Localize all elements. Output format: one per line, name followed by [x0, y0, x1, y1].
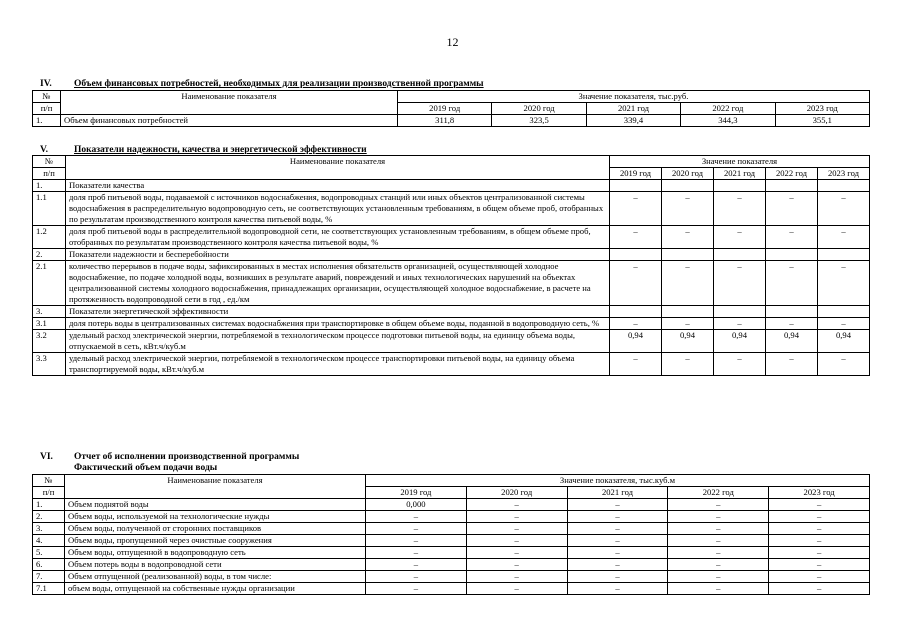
header-year: 2023 год [769, 487, 870, 499]
value-cell: – [466, 499, 567, 511]
value-cell: – [818, 318, 870, 330]
section-5-title: Показатели надежности, качества и энергетической эффективности [74, 145, 367, 155]
table-group-row [33, 249, 870, 261]
value-cell: – [668, 571, 769, 583]
empty-cell [610, 180, 662, 192]
row-number: 3.2 [33, 330, 66, 353]
value-cell: 0,94 [818, 330, 870, 353]
empty-cell [610, 306, 662, 318]
header-value: Значение показателя, тыс.руб. [398, 91, 870, 103]
table-row [33, 499, 870, 511]
value-cell: – [466, 511, 567, 523]
row-number: 1. [33, 499, 65, 511]
empty-cell [818, 249, 870, 261]
value-cell: – [668, 499, 769, 511]
value-cell: – [466, 571, 567, 583]
value-cell: 355,1 [775, 115, 869, 127]
value-cell: – [567, 535, 668, 547]
header-year: 2020 год [492, 103, 586, 115]
value-cell: – [668, 547, 769, 559]
value-cell: 311,8 [398, 115, 492, 127]
row-number: 3.3 [33, 353, 66, 376]
value-cell: – [668, 583, 769, 595]
table-row [33, 318, 870, 330]
header-no: № [33, 156, 66, 168]
indicator-name: удельный расход электрической энергии, потребляемой в технологическом процессе транспортировки питьевой воды, на единицу объема транспортируемой воды, кВт.ч/куб.м [66, 353, 610, 376]
row-number: 2. [33, 511, 65, 523]
section-6-heading [40, 452, 299, 462]
section-4-heading [40, 79, 484, 89]
table-row [33, 559, 870, 571]
table-row [33, 192, 870, 226]
value-cell: – [466, 523, 567, 535]
header-year: 2019 год [366, 487, 467, 499]
header-year: 2023 год [775, 103, 869, 115]
section-6-roman: VI. [40, 452, 53, 462]
page-number: 12 [446, 35, 459, 49]
value-cell: – [769, 559, 870, 571]
empty-cell [766, 249, 818, 261]
empty-cell [714, 180, 766, 192]
section-6-title: Отчет об исполнении производственной программы [74, 452, 300, 462]
indicator-name: объем воды, отпущенной на собственные нужды организации [65, 583, 366, 595]
section-6-subtitle: Фактический объем подачи воды [74, 463, 218, 473]
value-cell: – [366, 547, 467, 559]
indicator-name: Объем отпущенной (реализованной) воды, в том числе: [65, 571, 366, 583]
row-number: 5. [33, 547, 65, 559]
value-cell: – [662, 261, 714, 306]
group-name: Показатели энергетической эффективности [66, 306, 610, 318]
header-value: Значение показателя, тыс.куб.м [366, 475, 870, 487]
empty-cell [818, 306, 870, 318]
value-cell: – [769, 523, 870, 535]
value-cell: – [610, 226, 662, 249]
row-number: 2.1 [33, 261, 66, 306]
header-year: 2022 год [681, 103, 775, 115]
header-year: 2021 год [714, 168, 766, 180]
value-cell: – [714, 226, 766, 249]
value-cell: – [818, 226, 870, 249]
value-cell: – [610, 353, 662, 376]
value-cell: – [567, 547, 668, 559]
table-row [33, 523, 870, 535]
value-cell: – [766, 192, 818, 226]
row-number: 7.1 [33, 583, 65, 595]
indicator-name: доля проб питьевой воды, подаваемой с источников водоснабжения, водопроводных станций или иных объектов централизованной системы водоснабжения в распределительную водопроводную сеть, не соответствующих установленным требованиям, в общем объеме проб, отобранных по результатам производственного контроля качества питьевой воды, % [66, 192, 610, 226]
value-cell: 0,94 [766, 330, 818, 353]
header-value: Значение показателя [610, 156, 870, 168]
header-name: Наименование показателя [61, 91, 398, 115]
group-name: Показатели надежности и бесперебойности [66, 249, 610, 261]
value-cell: – [466, 559, 567, 571]
header-year: 2021 год [567, 487, 668, 499]
header-name: Наименование показателя [65, 475, 366, 499]
header-year: 2021 год [586, 103, 680, 115]
value-cell: – [662, 318, 714, 330]
header-year: 2022 год [766, 168, 818, 180]
indicator-name: Объем потерь воды в водопроводной сети [65, 559, 366, 571]
table-row [33, 226, 870, 249]
value-cell: – [668, 535, 769, 547]
value-cell: – [567, 571, 668, 583]
value-cell: 0,000 [366, 499, 467, 511]
value-cell: – [766, 226, 818, 249]
header-year: 2020 год [466, 487, 567, 499]
row-number: 1.2 [33, 226, 66, 249]
value-cell: – [466, 547, 567, 559]
row-number: 2. [33, 249, 66, 261]
value-cell: – [818, 261, 870, 306]
value-cell: – [714, 261, 766, 306]
indicator-name: удельный расход электрической энергии, потребляемой в технологическом процессе подготовки питьевой воды, на единицу объема воды, отпускаемой в сеть, кВт.ч/куб.м [66, 330, 610, 353]
value-cell: – [714, 353, 766, 376]
empty-cell [714, 306, 766, 318]
value-cell: 0,94 [662, 330, 714, 353]
header-pp: п/п [33, 103, 61, 115]
value-cell: – [567, 583, 668, 595]
value-cell: – [818, 192, 870, 226]
group-name: Показатели качества [66, 180, 610, 192]
value-cell: – [366, 535, 467, 547]
value-cell: – [466, 535, 567, 547]
row-number: 4. [33, 535, 65, 547]
table-row [33, 115, 870, 127]
value-cell: – [662, 226, 714, 249]
value-cell: – [668, 559, 769, 571]
reliability-indicators-table [32, 155, 870, 376]
section-5-heading [40, 145, 367, 155]
indicator-name: количество перерывов в подаче воды, зафиксированных в местах исполнения обязательств организацией, осуществляющей холодное водоснабжение, по подаче холодной воды, возникших в результате аварий, повреждений и иных технологических нарушений на объектах централизованной системы холодного водоснабжения, принадлежащих организации, осуществляющей холодное водоснабжение, в расчете на протяженность водопроводной сети в год , ед./км [66, 261, 610, 306]
value-cell: 323,5 [492, 115, 586, 127]
value-cell: – [818, 353, 870, 376]
value-cell: – [714, 192, 766, 226]
indicator-name: Объем воды, используемой на технологические нужды [65, 511, 366, 523]
value-cell: – [769, 535, 870, 547]
section-4-roman: IV. [40, 79, 52, 89]
value-cell: – [668, 523, 769, 535]
water-supply-table [32, 474, 870, 595]
value-cell: – [766, 353, 818, 376]
table-row [33, 511, 870, 523]
financial-needs-table [32, 90, 870, 127]
empty-cell [766, 306, 818, 318]
empty-cell [766, 180, 818, 192]
table-row [33, 330, 870, 353]
row-number: 1.1 [33, 192, 66, 226]
header-year: 2019 год [398, 103, 492, 115]
header-year: 2019 год [610, 168, 662, 180]
header-no: № [33, 475, 65, 487]
empty-cell [714, 249, 766, 261]
value-cell: – [610, 318, 662, 330]
value-cell: – [769, 499, 870, 511]
value-cell: – [567, 511, 668, 523]
row-number: 6. [33, 559, 65, 571]
value-cell: – [766, 261, 818, 306]
empty-cell [610, 249, 662, 261]
value-cell: – [766, 318, 818, 330]
row-number: 3. [33, 306, 66, 318]
value-cell: – [610, 192, 662, 226]
value-cell: – [366, 523, 467, 535]
value-cell: 0,94 [610, 330, 662, 353]
value-cell: – [610, 261, 662, 306]
section-5-roman: V. [40, 145, 49, 155]
empty-cell [662, 249, 714, 261]
row-number: 3.1 [33, 318, 66, 330]
row-number: 1. [33, 180, 66, 192]
value-cell: – [769, 511, 870, 523]
indicator-name: Объем воды, отпущенной в водопроводную сеть [65, 547, 366, 559]
table-row [33, 571, 870, 583]
header-name: Наименование показателя [66, 156, 610, 180]
indicator-name: доля проб питьевой воды в распределительной водопроводной сети, не соответствующих установленным требованиям, в общем объеме проб, отобранных по результатам производственного контроля качества питьевой воды, % [66, 226, 610, 249]
value-cell: – [466, 583, 567, 595]
value-cell: – [567, 499, 668, 511]
value-cell: – [567, 523, 668, 535]
row-number: 7. [33, 571, 65, 583]
indicator-name: Объем поднятой воды [65, 499, 366, 511]
value-cell: – [668, 511, 769, 523]
value-cell: – [366, 559, 467, 571]
value-cell: – [366, 583, 467, 595]
row-number: 3. [33, 523, 65, 535]
table-group-row [33, 306, 870, 318]
header-year: 2020 год [662, 168, 714, 180]
table-row [33, 261, 870, 306]
table-row [33, 583, 870, 595]
value-cell: – [662, 353, 714, 376]
empty-cell [818, 180, 870, 192]
header-no: № [33, 91, 61, 103]
header-pp: п/п [33, 168, 66, 180]
value-cell: – [714, 318, 766, 330]
table-group-row [33, 180, 870, 192]
header-year: 2023 год [818, 168, 870, 180]
value-cell: 344,3 [681, 115, 775, 127]
header-year: 2022 год [668, 487, 769, 499]
value-cell: – [769, 583, 870, 595]
value-cell: – [567, 559, 668, 571]
table-row [33, 535, 870, 547]
table-row [33, 353, 870, 376]
value-cell: – [769, 571, 870, 583]
header-pp: п/п [33, 487, 65, 499]
value-cell: – [366, 511, 467, 523]
section-4-title: Объем финансовых потребностей, необходимых для реализации производственной программы [74, 79, 484, 89]
value-cell: 339,4 [586, 115, 680, 127]
row-number: 1. [33, 115, 61, 127]
empty-cell [662, 180, 714, 192]
value-cell: – [769, 547, 870, 559]
indicator-name: Объем воды, пропущенной через очистные сооружения [65, 535, 366, 547]
indicator-name: Объем воды, полученной от сторонних поставщиков [65, 523, 366, 535]
value-cell: – [662, 192, 714, 226]
value-cell: – [366, 571, 467, 583]
value-cell: 0,94 [714, 330, 766, 353]
empty-cell [662, 306, 714, 318]
indicator-name: доля потерь воды в централизованных системах водоснабжения при транспортировке в общем объеме воды, поданной в водопроводную сеть, % [66, 318, 610, 330]
indicator-name: Объем финансовых потребностей [61, 115, 398, 127]
table-row [33, 547, 870, 559]
